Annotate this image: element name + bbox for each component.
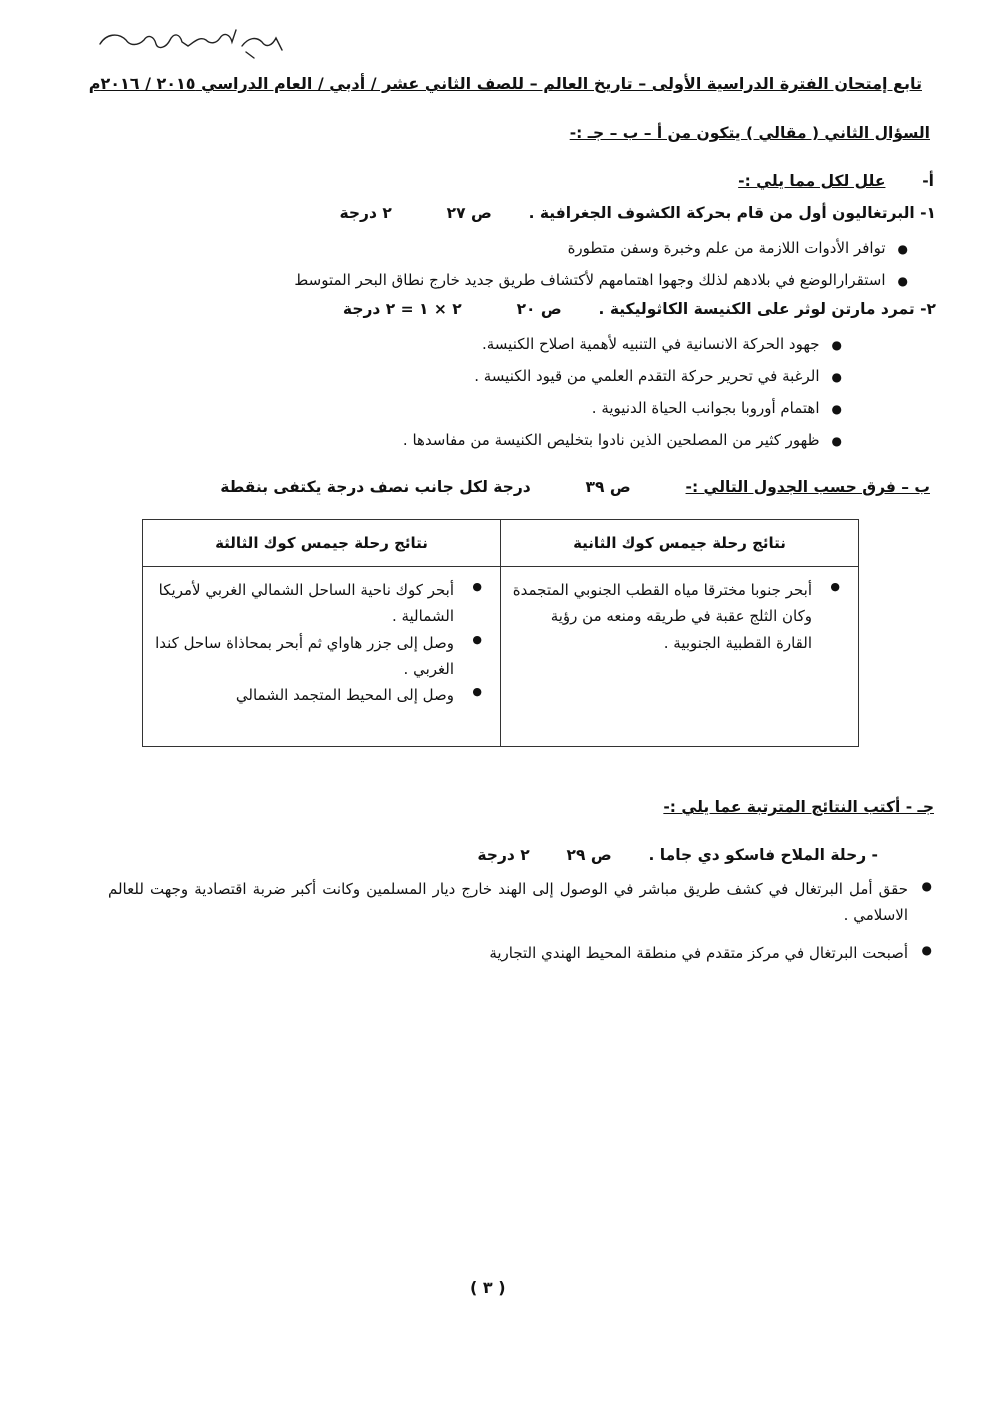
bullet-dot-icon: ● xyxy=(921,879,932,893)
table-row xyxy=(143,567,859,747)
bullet-dot-icon: ● xyxy=(831,402,842,416)
part-a-letter: أ- xyxy=(922,172,934,190)
part-b-title: ب – فرق حسب الجدول التالي :- xyxy=(685,478,930,496)
item2-bullet: ●ظهور كثير من المصلحين الذين نادوا بتخليص الكنيسة من مفاسدها . xyxy=(402,431,842,449)
exam-header: تابع إمتحان الفترة الدراسية الأولى – تاريخ العالم – للصف الثاني عشر / أدبي / العام الدراسي ٢٠١٥ / ٢٠١٦م xyxy=(88,74,922,93)
third-voyage-cell xyxy=(143,567,501,747)
part-c-page: ص ٢٩ xyxy=(566,846,612,864)
question-two-title: السؤال الثاني ( مقالي ) يتكون من أ – ب – جـ :- xyxy=(569,124,930,142)
bullet-dot-icon: ● xyxy=(897,242,908,256)
part-c-bullet: ● أصبحت البرتغال في مركز متقدم في منطقة المحيط الهندي التجارية xyxy=(108,940,908,966)
part-c-bullet: ● حقق أمل البرتغال في كشف طريق مباشر في الوصول إلى الهند خارج ديار المسلمين وكانت أكبر ضربة اقتصادية وجهت للعالم الاسلامي . xyxy=(108,876,908,929)
item1-bullet: ●توافر الأدوات اللازمة من علم وخبرة وسفن متطورة xyxy=(567,239,908,257)
header-second-voyage: نتائج رحلة جيمس كوك الثانية xyxy=(501,520,859,567)
item2-page: ص ٢٠ xyxy=(516,300,562,318)
item2-bullet: ●اهتمام أوروبا بجوانب الحياة الدنيوية . xyxy=(591,399,842,417)
page-number: ( ٣ ) xyxy=(470,1278,506,1297)
bullet-dot-icon: ● xyxy=(897,274,908,288)
part-c-marks: ٢ درجة xyxy=(477,846,530,864)
cook-voyages-table xyxy=(142,519,859,747)
item1-text: ١- البرتغاليون أول من قام بحركة الكشوف الجغرافية . xyxy=(528,204,936,222)
list-item: ● وصل إلى جزر هاواي ثم أبحر بمحاذاة ساحل كندا الغربي . xyxy=(153,630,484,683)
bullet-dot-icon: ● xyxy=(921,943,932,957)
part-b-page: ص ٣٩ xyxy=(585,478,631,496)
item2-marks: ٢ × ١ = ٢ درجة xyxy=(342,300,462,318)
item1-marks: ٢ درجة xyxy=(339,204,392,222)
part-b-heading xyxy=(220,478,930,496)
item1-page: ص ٢٧ xyxy=(446,204,492,222)
bullet-dot-icon: ● xyxy=(831,338,842,352)
item2-bullet: ●الرغبة في تحرير حركة التقدم العلمي من قيود الكنيسة . xyxy=(474,367,842,385)
item2-text: ٢- تمرد مارتن لوثر على الكنيسة الكاثوليكية . xyxy=(598,300,936,318)
part-a-item1 xyxy=(339,204,936,222)
part-b-marks: درجة لكل جانب نصف درجة يكتفى بنقطة xyxy=(220,478,531,496)
part-c-title: جـ - أكتب النتائج المترتبة عما يلي :- xyxy=(663,798,934,816)
table-header-row xyxy=(143,520,859,567)
header-third-voyage: نتائج رحلة جيمس كوك الثالثة xyxy=(143,520,501,567)
part-c-item-text: - رحلة الملاح فاسكو دي جاما . xyxy=(648,846,878,864)
list-item: ● أبحر جنوبا مخترقا مياه القطب الجنوبي المتجمدة وكان الثلج عقبة في طريقه ومنعه من رؤية القارة القطبية الجنوبية . xyxy=(511,577,842,656)
part-a-item2 xyxy=(343,300,936,318)
item1-bullet: ●استقرارالوضع في بلادهم لذلك وجهوا اهتمامهم لأكتشاف طريق جديد خارج نطاق البحر المتوسط xyxy=(294,271,908,289)
bullet-dot-icon: ● xyxy=(831,434,842,448)
list-item: ● أبحر كوك ناحية الساحل الشمالي الغربي لأمريكا الشمالية . xyxy=(153,577,484,630)
bullet-dot-icon: ● xyxy=(831,370,842,384)
handwritten-signature xyxy=(96,22,296,66)
second-voyage-cell xyxy=(501,567,859,747)
part-a-heading xyxy=(738,172,934,190)
item2-bullet: ●جهود الحركة الانسانية في التنبيه لأهمية اصلاح الكنيسة. xyxy=(481,335,842,353)
part-c-item xyxy=(477,846,878,864)
part-a-title: علل لكل مما يلي :- xyxy=(738,172,886,190)
list-item: ● وصل إلى المحيط المتجمد الشمالي xyxy=(153,682,484,708)
